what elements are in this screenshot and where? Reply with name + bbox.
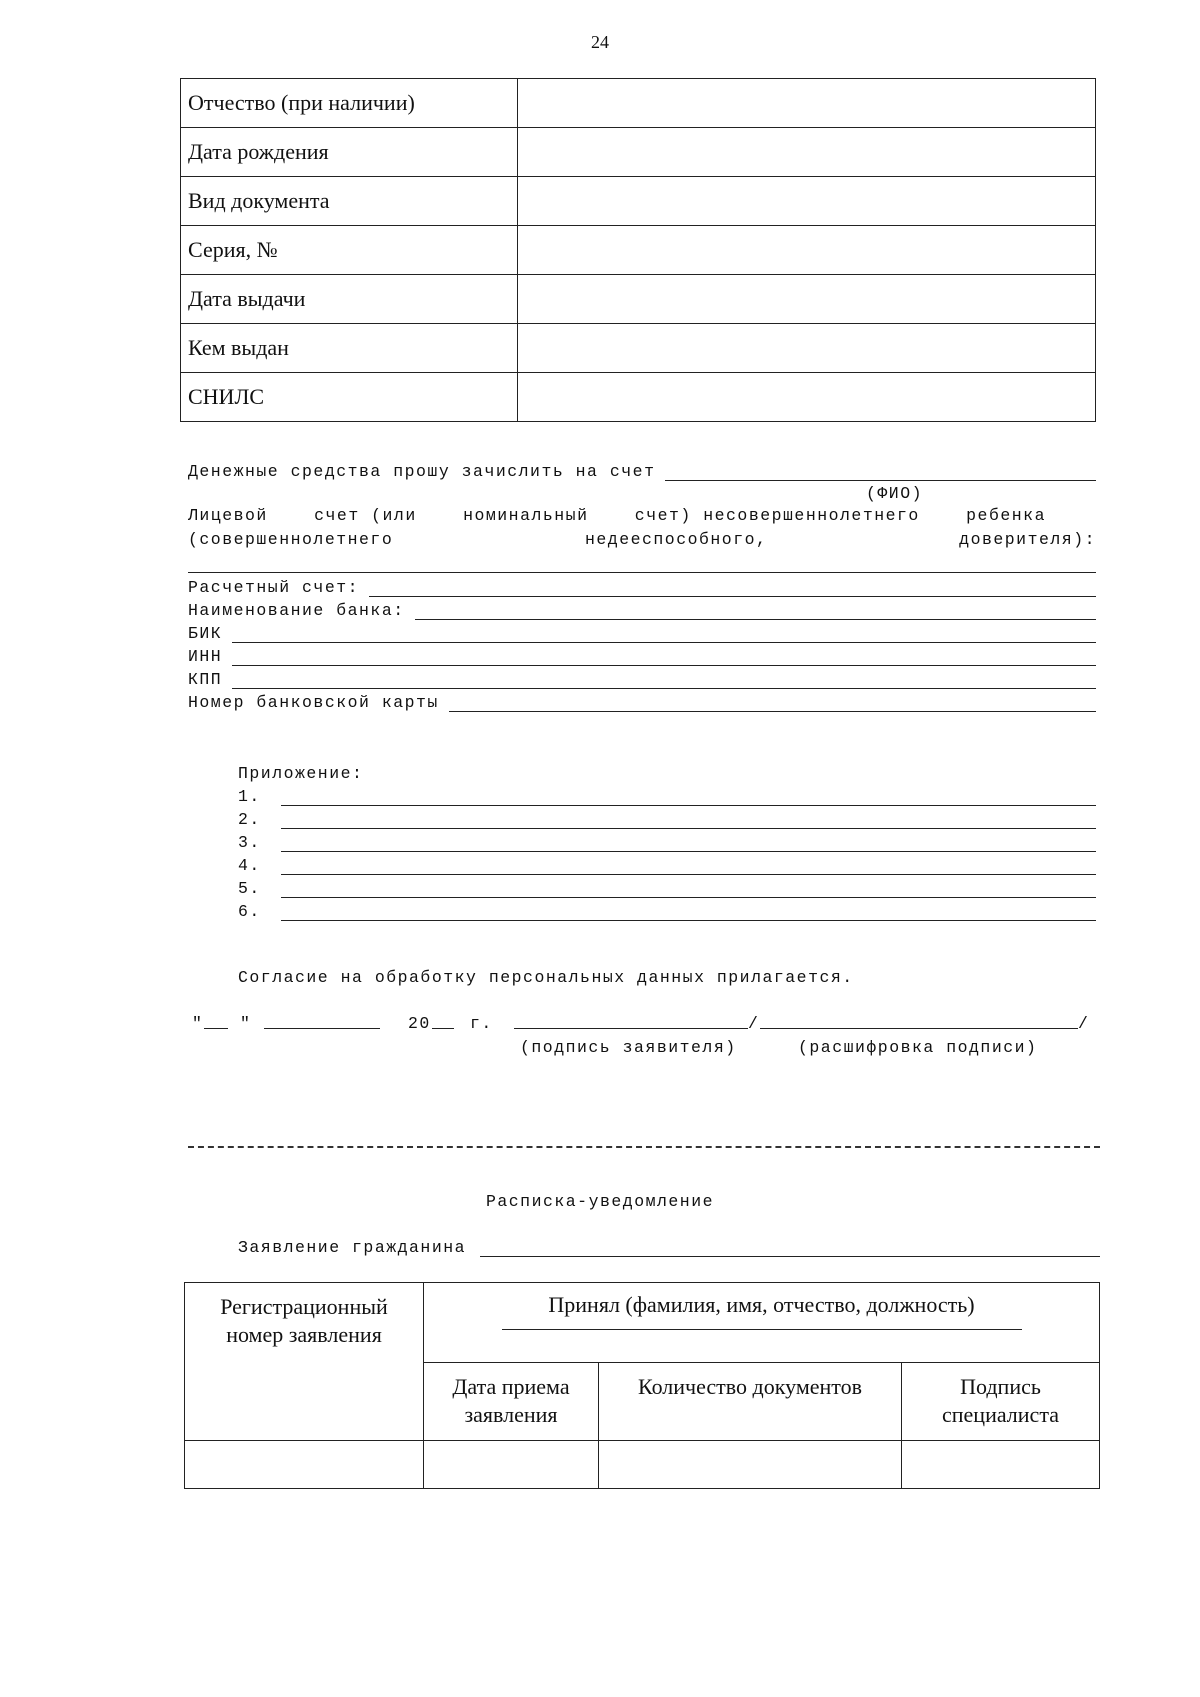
attachment-row	[238, 833, 1096, 852]
card-number-field[interactable]	[449, 697, 1096, 712]
date-received-label: Дата приема заявления	[452, 1374, 570, 1427]
signature-decoding-field[interactable]	[760, 1028, 1078, 1029]
fio-caption: (ФИО)	[866, 484, 924, 503]
row-value[interactable]	[518, 177, 1096, 226]
statement-field[interactable]	[480, 1242, 1100, 1257]
table-row	[181, 79, 1096, 128]
attachment-field[interactable]	[281, 883, 1096, 898]
attachment-row	[238, 902, 1096, 921]
signature-line	[188, 1014, 1096, 1040]
applicant-signature-caption: (подпись заявителя)	[520, 1038, 737, 1057]
doc-count-header	[599, 1363, 902, 1441]
attachment-number: 3.	[238, 833, 261, 852]
consent-text: Согласие на обработку персональных данных прилагается.	[238, 968, 854, 987]
row-value[interactable]	[518, 226, 1096, 275]
specialist-signature-label: Подпись специалиста	[942, 1374, 1059, 1427]
bank-field-row	[188, 578, 1096, 597]
row-value[interactable]	[518, 79, 1096, 128]
doc-count-cell[interactable]	[599, 1441, 902, 1489]
attachment-number: 5.	[238, 879, 261, 898]
slash-separator: /	[1078, 1014, 1090, 1033]
day-field[interactable]	[204, 1028, 228, 1029]
receipt-title: Расписка-уведомление	[485, 1192, 715, 1211]
kpp-field[interactable]	[232, 674, 1096, 689]
account-number-field[interactable]	[188, 572, 1096, 573]
bank-field-label: БИК	[188, 624, 223, 643]
row-value[interactable]	[518, 324, 1096, 373]
year-suffix: г.	[470, 1014, 493, 1033]
date-quote-close: "	[240, 1014, 252, 1033]
account-text-word: доверителя):	[959, 530, 1096, 549]
bank-field-label: ИНН	[188, 647, 223, 666]
slash-separator: /	[748, 1014, 760, 1033]
bank-field-row	[188, 647, 1096, 666]
row-value[interactable]	[518, 128, 1096, 177]
settlement-account-field[interactable]	[369, 582, 1096, 597]
row-label: Дата выдачи	[181, 275, 518, 324]
bank-field-label: Расчетный счет:	[188, 578, 360, 597]
row-label: Кем выдан	[181, 324, 518, 373]
statement-row	[238, 1238, 1100, 1257]
account-line-1	[188, 506, 1046, 525]
date-received-cell[interactable]	[424, 1441, 599, 1489]
accepted-by-header	[424, 1283, 1100, 1363]
page-number: 24	[591, 32, 609, 52]
attachment-number: 4.	[238, 856, 261, 875]
account-text-word: счет (или	[314, 506, 417, 525]
bank-field-label: Наименование банка:	[188, 601, 405, 620]
month-field[interactable]	[264, 1028, 380, 1029]
year-field[interactable]	[432, 1028, 454, 1029]
table-row	[181, 373, 1096, 422]
attachment-field[interactable]	[281, 837, 1096, 852]
account-text-word: (совершеннолетнего	[188, 530, 394, 549]
table-row	[181, 128, 1096, 177]
reg-number-label: Регистрационный номер заявления	[220, 1294, 388, 1347]
table-row	[181, 177, 1096, 226]
attachment-row	[238, 787, 1096, 806]
bank-field-row	[188, 601, 1096, 620]
specialist-signature-cell[interactable]	[902, 1441, 1100, 1489]
bank-name-field[interactable]	[415, 605, 1096, 620]
table-row	[181, 275, 1096, 324]
inn-field[interactable]	[232, 651, 1096, 666]
account-line-2	[188, 530, 1096, 549]
row-label: Отчество (при наличии)	[181, 79, 518, 128]
date-received-header	[424, 1363, 599, 1441]
bank-field-label: Номер банковской карты	[188, 693, 439, 712]
table-row	[185, 1283, 1100, 1363]
attachment-field[interactable]	[281, 906, 1096, 921]
attachment-field[interactable]	[281, 860, 1096, 875]
row-value[interactable]	[518, 373, 1096, 422]
table-row	[181, 324, 1096, 373]
table-row	[185, 1441, 1100, 1489]
attachment-number: 6.	[238, 902, 261, 921]
transfer-request-text: Денежные средства прошу зачислить на счет	[188, 462, 656, 481]
attachment-row	[238, 810, 1096, 829]
personal-data-table	[180, 78, 1096, 422]
fio-field[interactable]	[665, 466, 1096, 481]
receipt-table	[184, 1282, 1100, 1489]
statement-label: Заявление гражданина	[238, 1238, 467, 1257]
row-label: Вид документа	[181, 177, 518, 226]
account-text-word: недееспособного,	[584, 530, 768, 549]
applicant-signature-field[interactable]	[514, 1028, 748, 1029]
bank-field-label: КПП	[188, 670, 223, 689]
row-label: Серия, №	[181, 226, 518, 275]
bank-field-row	[188, 624, 1096, 643]
transfer-request-line	[188, 462, 1096, 481]
row-label: Дата рождения	[181, 128, 518, 177]
table-row	[181, 226, 1096, 275]
attachment-row	[238, 879, 1096, 898]
signature-decoding-caption: (расшифровка подписи)	[798, 1038, 1038, 1057]
account-text-word: счет) несовершеннолетнего	[634, 506, 920, 525]
row-value[interactable]	[518, 275, 1096, 324]
reg-number-header	[185, 1283, 424, 1441]
cut-line	[188, 1146, 1100, 1148]
specialist-signature-header	[902, 1363, 1100, 1441]
attachment-field[interactable]	[281, 791, 1096, 806]
accepted-by-field[interactable]	[502, 1329, 1022, 1330]
attachment-row	[238, 856, 1096, 875]
row-label: СНИЛС	[181, 373, 518, 422]
attachments-title: Приложение:	[238, 764, 364, 783]
attachment-number: 2.	[238, 810, 261, 829]
reg-number-cell[interactable]	[185, 1441, 424, 1489]
date-quote-open: "	[192, 1014, 204, 1033]
attachment-number: 1.	[238, 787, 261, 806]
attachment-field[interactable]	[281, 814, 1096, 829]
doc-count-label: Количество документов	[638, 1374, 862, 1399]
accepted-by-label: Принял (фамилия, имя, отчество, должность)	[548, 1292, 975, 1317]
year-prefix: 20	[408, 1014, 431, 1033]
bik-field[interactable]	[232, 628, 1096, 643]
account-text-word: ребенка	[966, 506, 1046, 525]
account-text-word: номинальный	[463, 506, 589, 525]
bank-field-row	[188, 693, 1096, 712]
account-text-word: Лицевой	[188, 506, 268, 525]
bank-field-row	[188, 670, 1096, 689]
